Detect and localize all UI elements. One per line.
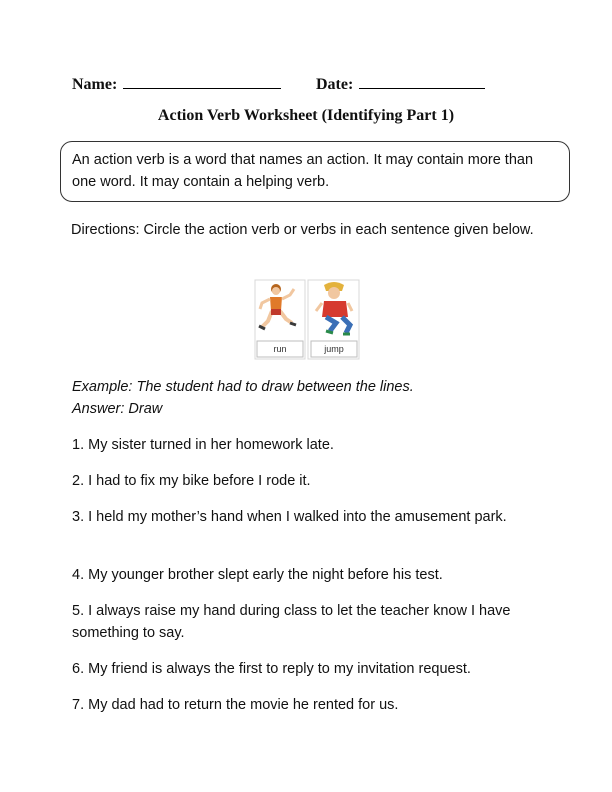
name-field (72, 74, 281, 94)
jump-card (308, 280, 359, 359)
date-blank-line (359, 74, 485, 89)
sentence-item: 1. My sister turned in her homework late. (72, 437, 334, 453)
sentence-item: 3. I held my mother’s hand when I walked into the amusement park. (72, 509, 507, 525)
definition-text: An action verb is a word that names an action. It may contain more than one word. It may contain a helping verb. (72, 152, 534, 190)
example-sentence: Example: The student had to draw between the lines. (72, 379, 414, 395)
sentence-item: 5. I always raise my hand during class to let the teacher know I have something to say. (72, 603, 511, 641)
date-field (316, 74, 485, 94)
run-card-label: run (273, 344, 287, 354)
name-blank-line (123, 74, 281, 89)
definition-box (60, 141, 570, 202)
date-label: Date: (316, 76, 354, 93)
directions-text: Directions: Circle the action verb or verbs in each sentence given below. (71, 222, 534, 238)
jump-card-label: jump (324, 344, 344, 354)
name-label: Name: (72, 76, 118, 93)
sentence-item: 2. I had to fix my bike before I rode it. (72, 473, 311, 489)
sentence-item: 7. My dad had to return the movie he rented for us. (72, 697, 399, 713)
example-answer: Answer: Draw (72, 401, 163, 417)
sentence-item: 4. My younger brother slept early the night before his test. (72, 567, 443, 583)
worksheet-title: Action Verb Worksheet (Identifying Part 1) (157, 107, 455, 124)
example-block (72, 376, 552, 420)
sentence-item: 6. My friend is always the first to reply to my invitation request. (72, 661, 471, 677)
action-verb-illustration (254, 279, 360, 362)
name-date-header (72, 72, 552, 96)
run-card (255, 280, 305, 359)
